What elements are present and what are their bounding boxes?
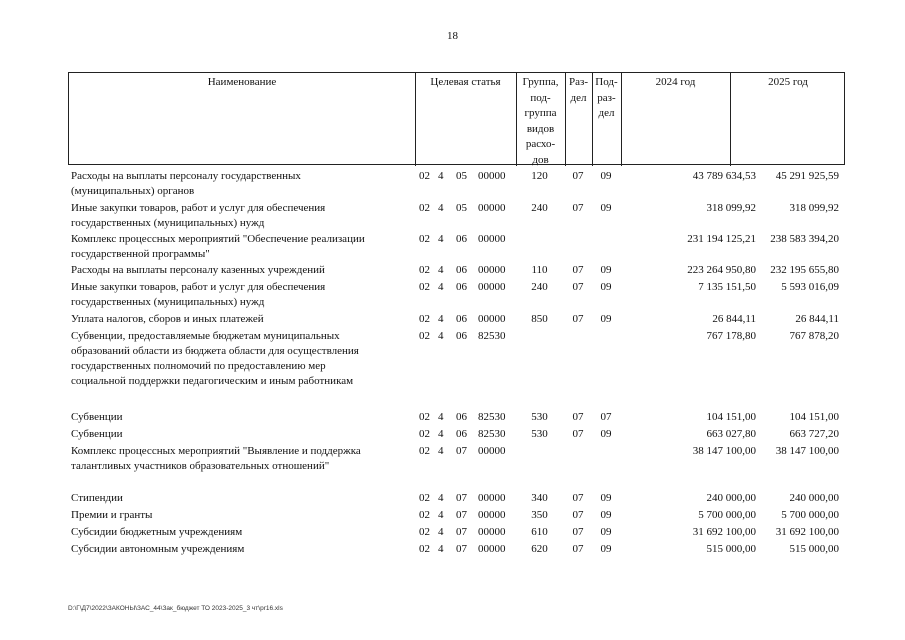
expense-group: 610 [531,526,548,538]
target-direction: 00000 [478,233,506,245]
target-complex: 07 [456,509,467,521]
target-subprogram: 4 [438,233,444,245]
section-code: 07 [572,264,584,276]
target-direction: 00000 [478,313,506,325]
target-subprogram: 4 [438,264,444,276]
target-subprogram: 4 [438,313,444,325]
header-line: группа [524,107,557,119]
amount-2025: 45 291 925,59 [775,170,839,182]
amount-2025: 318 099,92 [789,202,839,214]
amount-2024: 515 000,00 [706,543,756,555]
row-name [71,232,411,262]
header-year-2025: 2025 год [768,76,808,88]
target-direction: 00000 [478,509,506,521]
target-program: 02 [419,264,430,276]
row-name-line: Иные закупки товаров, работ и услуг для обеспечения [71,281,326,293]
section-code: 07 [572,281,584,293]
target-complex: 06 [456,281,467,293]
target-complex: 06 [456,264,467,276]
row-name-line: Субвенции [71,428,123,440]
section-code: 07 [572,526,584,538]
section-code: 07 [572,313,584,325]
row-name [71,525,411,540]
row-name-line: Комплекс процессных мероприятий "Обеспечение реализации [71,233,365,245]
header-section [565,75,592,106]
header-line: дов [532,153,549,166]
row-name [71,169,411,199]
target-program: 02 [419,202,430,214]
header-line: дел [570,91,587,104]
target-program: 02 [419,445,430,457]
row-name-line: Иные закупки товаров, работ и услуг для обеспечения [71,202,326,214]
row-name-line: государственных (муниципальных) нужд [71,296,265,308]
row-name-line: образований области из бюджета области для осуществления [71,345,359,357]
target-program: 02 [419,492,430,504]
target-program: 02 [419,313,430,325]
subsection-code: 09 [600,428,612,440]
row-name-line: Расходы на выплаты персоналу государственных [71,170,301,182]
row-name [71,427,411,442]
row-name [71,491,411,506]
row-name-line: Комплекс процессных мероприятий "Выявление и поддержка [71,445,361,457]
target-program: 02 [419,330,430,342]
amount-2024: 31 692 100,00 [692,526,756,538]
target-program: 02 [419,411,430,423]
subsection-code: 09 [600,170,612,182]
target-complex: 06 [456,411,467,423]
amount-2025: 515 000,00 [789,543,839,555]
row-name-line: Стипендии [71,492,123,504]
row-name-line: талантливых участников образовательных отношений" [71,460,330,472]
amount-2024: 43 789 634,53 [692,170,756,182]
amount-2025: 767 878,20 [789,330,839,342]
target-subprogram: 4 [438,202,444,214]
expense-group: 350 [531,509,548,521]
header-line: видов [526,122,555,135]
target-program: 02 [419,281,430,293]
target-direction: 82530 [478,330,506,342]
row-name-line: Расходы на выплаты персоналу казенных учреждений [71,264,325,276]
budget-table [68,72,845,564]
amount-2025: 26 844,11 [795,313,839,325]
amount-2024: 223 264 950,80 [687,264,756,276]
target-subprogram: 4 [438,330,444,342]
target-program: 02 [419,509,430,521]
target-complex: 06 [456,428,467,440]
section-code: 07 [572,411,584,423]
row-name-line: социальной поддержки педагогическим и иным работникам [71,375,354,387]
header-name: Наименование [207,76,277,88]
target-subprogram: 4 [438,170,444,182]
row-name [71,312,411,327]
amount-2025: 240 000,00 [789,492,839,504]
amount-2024: 767 178,80 [706,330,756,342]
row-name-line: государственных (муниципальных) нужд [71,217,265,229]
target-direction: 00000 [478,492,506,504]
expense-group: 240 [531,202,548,214]
file-path-footer: D:\Г\Д7\2022\ЗАКОНЫ\ЗАС_44\Зак_бюджет ТО 2023-2025_3 чт\pr16.xls [68,605,283,612]
target-program: 02 [419,170,430,182]
subsection-code: 09 [600,313,612,325]
target-complex: 05 [456,170,467,182]
target-program: 02 [419,428,430,440]
header-line: под- [530,91,551,104]
subsection-code: 09 [600,202,612,214]
row-name-line: Субвенции, предоставляемые бюджетам муниципальных [71,330,340,342]
amount-2025: 5 700 000,00 [781,509,839,521]
page-number: 18 [447,30,458,42]
amount-2024: 7 135 151,50 [698,281,756,293]
target-subprogram: 4 [438,411,444,423]
target-subprogram: 4 [438,526,444,538]
expense-group: 110 [531,264,548,276]
amount-2024: 104 151,00 [706,411,756,423]
target-direction: 82530 [478,411,506,423]
section-code: 07 [572,202,584,214]
section-code: 07 [572,492,584,504]
subsection-code: 09 [600,264,612,276]
subsection-code: 09 [600,543,612,555]
header-year-2024: 2024 год [655,76,696,88]
expense-group: 240 [531,281,548,293]
target-complex: 07 [456,526,467,538]
target-direction: 00000 [478,170,506,182]
section-code: 07 [572,428,584,440]
row-name [71,329,411,389]
target-direction: 00000 [478,445,506,457]
target-program: 02 [419,526,430,538]
row-name-line: (муниципальных) органов [71,185,195,197]
section-code: 07 [572,509,584,521]
row-name-line: Субсидии автономным учреждениям [71,543,245,555]
amount-2025: 31 692 100,00 [775,526,839,538]
target-complex: 07 [456,445,467,457]
header-subsection [592,75,621,122]
row-name-line: Субвенции [71,411,123,423]
amount-2025: 104 151,00 [789,411,839,423]
amount-2024: 231 194 125,21 [687,233,756,245]
section-code: 07 [572,543,584,555]
header-target-article: Целевая статья [430,76,501,88]
amount-2025: 5 593 016,09 [781,281,839,293]
target-subprogram: 4 [438,509,444,521]
section-code: 07 [572,170,584,182]
row-name-line: государственной программы" [71,248,210,260]
subsection-code: 09 [600,526,612,538]
header-line: Группа, [522,76,559,88]
amount-2025: 663 727,20 [789,428,839,440]
amount-2025: 232 195 655,80 [770,264,839,276]
amount-2024: 5 700 000,00 [698,509,756,521]
target-direction: 00000 [478,281,506,293]
expense-group: 850 [531,313,548,325]
table-header [68,72,845,165]
target-complex: 07 [456,492,467,504]
row-name [71,201,411,231]
amount-2024: 240 000,00 [706,492,756,504]
target-direction: 00000 [478,526,506,538]
header-line: Раз- [568,76,588,88]
subsection-code: 07 [600,411,612,423]
target-direction: 00000 [478,543,506,555]
target-subprogram: 4 [438,428,444,440]
expense-group: 340 [531,492,548,504]
target-direction: 00000 [478,202,506,214]
subsection-code: 09 [600,281,612,293]
subsection-code: 09 [600,509,612,521]
target-complex: 06 [456,233,467,245]
row-name-line: Уплата налогов, сборов и иных платежей [71,313,264,325]
amount-2024: 38 147 100,00 [692,445,756,457]
header-line: Под- [595,76,618,88]
target-direction: 00000 [478,264,506,276]
target-subprogram: 4 [438,445,444,457]
header-line: дел [598,107,615,119]
target-program: 02 [419,543,430,555]
amount-2025: 238 583 394,20 [770,233,839,245]
target-subprogram: 4 [438,543,444,555]
header-expense-group [516,75,565,168]
row-name [71,263,411,278]
expense-group: 530 [531,428,548,440]
amount-2024: 663 027,80 [706,428,756,440]
expense-group: 530 [531,411,548,423]
row-name [71,542,411,557]
header-line: расхо- [525,138,556,150]
target-complex: 06 [456,330,467,342]
row-name [71,508,411,523]
row-name [71,410,411,425]
header-line: раз- [597,91,616,104]
subsection-code: 09 [600,492,612,504]
target-direction: 82530 [478,428,506,440]
expense-group: 120 [531,170,548,182]
amount-2024: 26 844,11 [712,313,756,325]
row-name-line: Премии и гранты [71,509,153,521]
row-name-line: государственных полномочий по предоставлению мер [71,360,326,372]
amount-2024: 318 099,92 [706,202,756,214]
row-name [71,444,411,474]
target-complex: 07 [456,543,467,555]
expense-group: 620 [531,543,548,555]
row-name-line: Субсидии бюджетным учреждениям [71,526,243,538]
target-program: 02 [419,233,430,245]
amount-2025: 38 147 100,00 [775,445,839,457]
target-complex: 05 [456,202,467,214]
target-subprogram: 4 [438,281,444,293]
row-name [71,280,411,310]
target-complex: 06 [456,313,467,325]
target-subprogram: 4 [438,492,444,504]
